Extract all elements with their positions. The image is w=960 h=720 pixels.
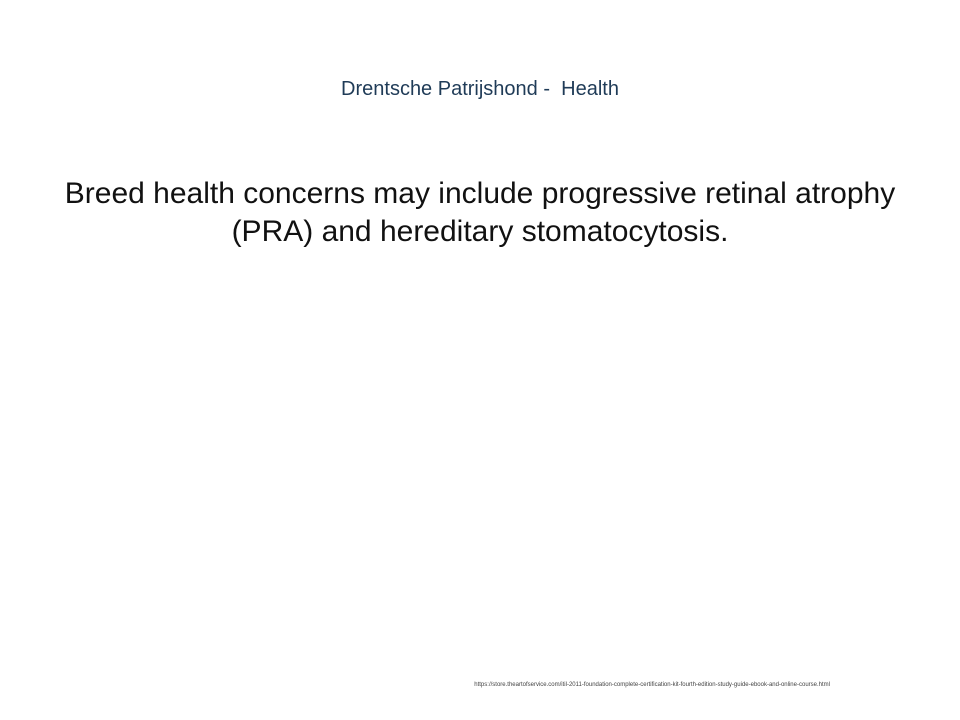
slide-body-text: Breed health concerns may include progressive retinal atrophy (PRA) and hereditary stomatocytosis. [64,177,896,248]
slide-title: Drentsche Patrijshond - Health [341,78,619,100]
source-url-link[interactable]: https://store.theartofservice.com/itil-2011-foundation-complete-certification-kit-fourth-edition-study-guide-ebook-and-online-course.html [474,682,830,688]
